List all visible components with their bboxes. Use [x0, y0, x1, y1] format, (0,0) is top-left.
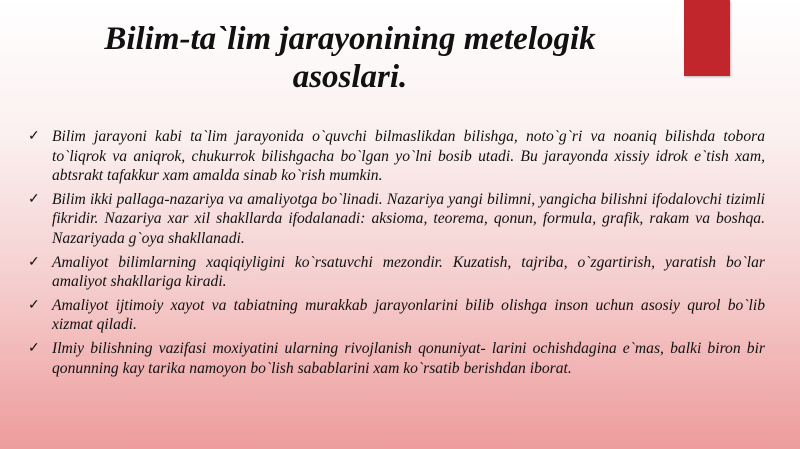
slide-title — [0, 20, 700, 96]
checkmark-icon: ✓ — [28, 340, 40, 356]
bullet-text: Ilmiy bilishning vazifasi moxiyatini ularning rivojlanish qonuniyat- larini ochishdagina e`mas, balki biron bir qonunning kay tarika namoyon bo`lish sabablarini xam ko`rsatib berishdan iborat. — [52, 339, 765, 377]
bullet-item — [30, 339, 765, 378]
bullet-item — [30, 253, 765, 292]
bullet-text: Amaliyot ijtimoiy xayot va tabiatning murakkab jarayonlarini bilib olishga inson uchun asosiy qurol bo`lib xizmat qiladi. — [52, 296, 765, 334]
checkmark-icon: ✓ — [28, 129, 40, 144]
bullet-text: Bilim ikki pallaga-nazariya va amaliyotga bo`linadi. Nazariya yangi bilimni, yangicha bilishni ifodalovchi tizimli fikridir. Nazariya xar xil shakllarda ifodalanadi: aksioma, teorema, qonun, formula, grafik, rakam va boshqa. Nazariyada g`oya shakllanadi. — [52, 190, 765, 247]
bullet-text: Bilim jarayoni kabi ta`lim jarayonida o`quvchi bilmaslikdan bilishga, noto`g`ri va noaniq bilishda tobora to`liqrok va aniqrok, chukurrok bilishgacha bo`lgan yo`lni bosib utadi. Bu jarayonda xissiy idrok e`tish xam, abtsrakt tafakkur xam amalda sinab ko`rish mumkin. — [52, 128, 765, 185]
bullet-item — [30, 190, 765, 249]
bullet-text: Amaliyot bilimlarning xaqiqiyligini ko`rsatuvchi mezondir. Kuzatish, tajriba, o`zgartirish, yaratish bo`lar amaliyot shakllariga kiradi. — [52, 253, 765, 291]
slide-title-line-2: asoslari. — [292, 59, 408, 95]
bullet-item — [30, 127, 765, 186]
bullet-item — [30, 296, 765, 335]
checkmark-icon: ✓ — [28, 297, 40, 313]
slide-title-line-1: Bilim-ta`lim jarayonining metelogik — [104, 21, 596, 57]
checkmark-icon: ✓ — [28, 191, 40, 207]
checkmark-icon: ✓ — [28, 254, 40, 270]
bullet-list — [30, 127, 765, 382]
